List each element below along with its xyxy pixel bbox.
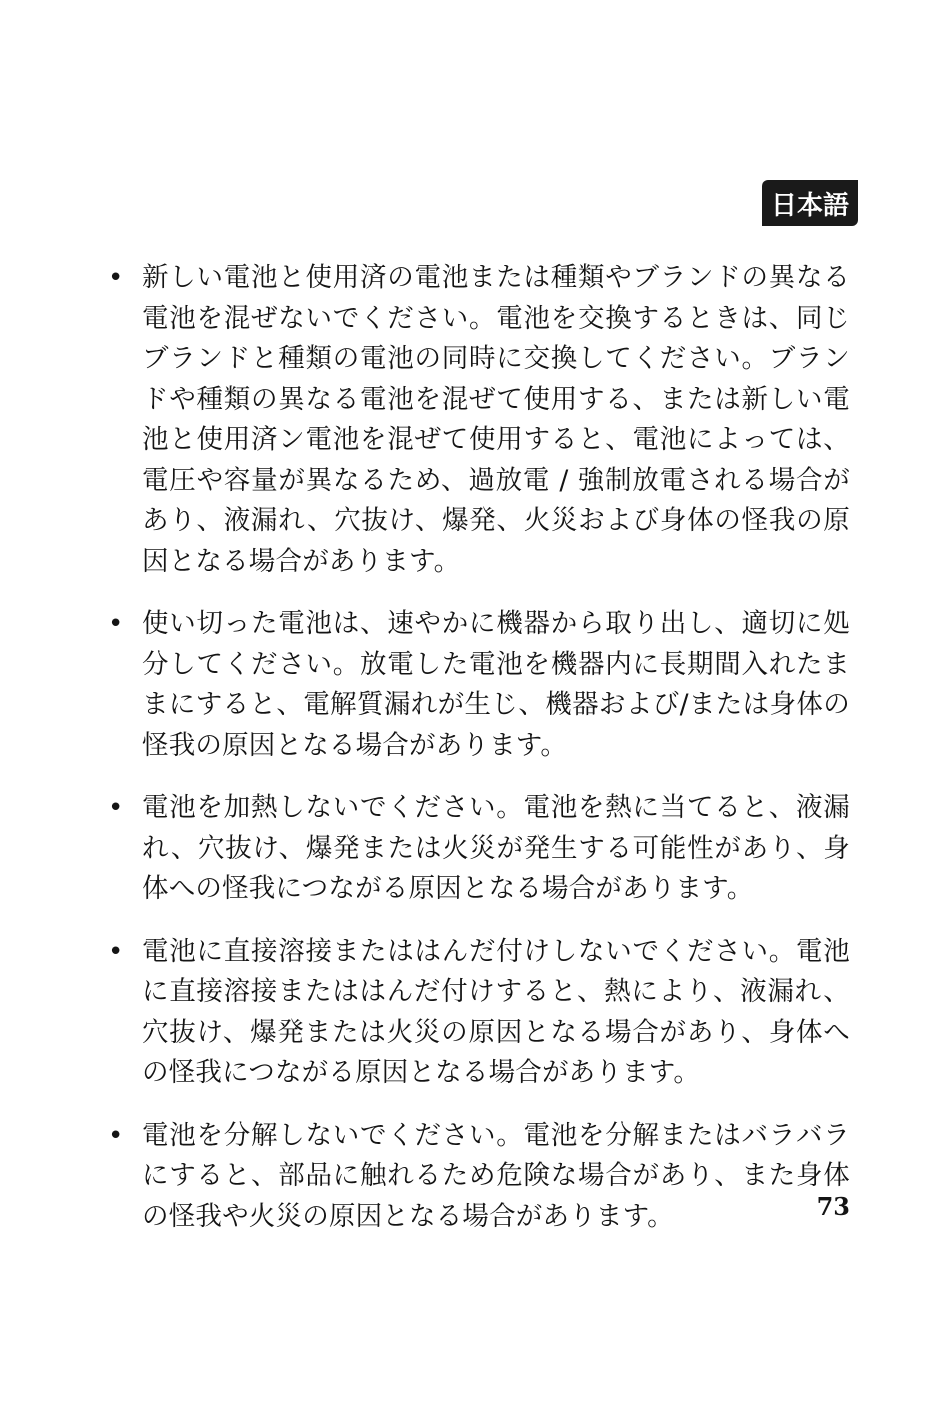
warning-list [100,258,850,1259]
language-tab: 日本語 [762,180,858,226]
bullet-icon: • [108,1120,124,1151]
list-item-text: 電池を分解しないでください。電池を分解またはバラバラにすると、部品に触れるため危険な場合があり、また身体の怪我や火災の原因となる場合があります。 [142,1119,850,1232]
bullet-icon: • [108,793,124,823]
list-item [100,788,850,910]
list-item-text: 電池に直接溶接またははんだ付けしないでください。電池に直接溶接またははんだ付けすると、熱により、液漏れ、穴抜け、爆発または火災の原因となる場合があり、身体への怪我につながる原因となる場合があります。 [142,935,850,1088]
list-item [100,258,850,582]
bullet-icon: • [108,263,124,293]
list-item [100,932,850,1094]
list-item-text: 使い切った電池は、速やかに機器から取り出し、適切に処分してください。放電した電池を機器内に長期間入れたままにすると、電解質漏れが生じ、機器および/または身体の怪我の原因となる場合があります。 [142,608,850,761]
list-item-text: 新しい電池と使用済の電池または種類やブランドの異なる電池を混ぜないでください。電池を交換するときは、同じブランドと種類の電池の同時に交換してください。ブランドや種類の異なる電池を混ぜて使用する、または新しい電池と使用済ン電池を混ぜて使用すると、電池によっては、電圧や容量が異なるため、過放電 / 強制放電される場合があり、液漏れ、穴抜け、爆発、火災および身体の怪我の原因となる場合があります。 [142,262,850,577]
page-number: 73 [816,1192,850,1221]
bullet-icon: • [108,609,124,639]
list-item [100,604,850,766]
bullet-icon: • [108,936,124,967]
list-item-text: 電池を加熱しないでください。電池を熱に当てると、液漏れ、穴抜け、爆発または火災が発生する可能性があり、身体への怪我につながる原因となる場合があります。 [142,792,850,904]
list-item [100,1116,850,1238]
